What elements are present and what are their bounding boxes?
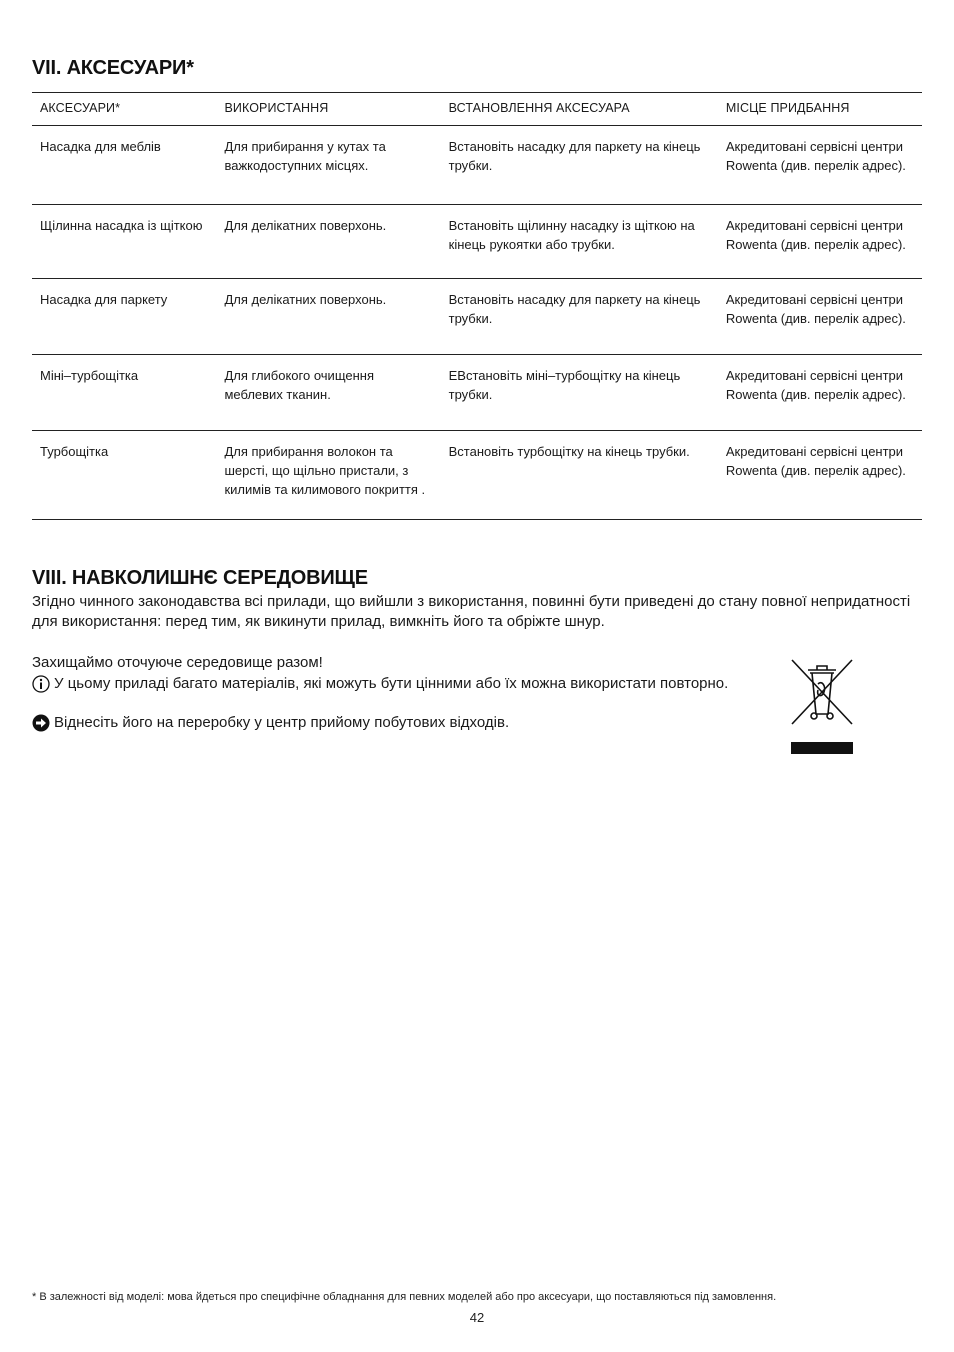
info-icon bbox=[32, 675, 50, 693]
cell-accessory: Міні–турбощітка bbox=[32, 355, 216, 431]
cell-installation: Встановіть насадку для паркету на кінець трубки. bbox=[441, 126, 718, 205]
cell-installation: Встановіть насадку для паркету на кінець трубки. bbox=[441, 279, 718, 355]
header-purchase-place: МІСЦЕ ПРИДБАННЯ bbox=[718, 93, 922, 126]
header-accessory: АКСЕСУАРИ* bbox=[32, 93, 216, 126]
arrow-right-icon bbox=[32, 714, 50, 732]
table-row bbox=[32, 126, 922, 205]
table-row bbox=[32, 279, 922, 355]
cell-usage: Для глибокого очищення меблевих тканин. bbox=[216, 355, 440, 431]
cell-purchase-place: Акредитовані сервісні центри Rowenta (див. перелік адрес). bbox=[718, 431, 922, 520]
cell-purchase-place: Акредитовані сервісні центри Rowenta (див. перелік адрес). bbox=[718, 205, 922, 279]
cell-purchase-place: Акредитовані сервісні центри Rowenta (див. перелік адрес). bbox=[718, 355, 922, 431]
arrow-bullet bbox=[32, 713, 762, 732]
arrow-bullet-text: Віднесіть його на переробку у центр прийому побутових відходів. bbox=[54, 714, 510, 731]
section-title-environment: VIII. НАВКОЛИШНЄ СЕРЕДОВИЩЕ bbox=[32, 567, 368, 589]
cell-accessory: Насадка для меблів bbox=[32, 126, 216, 205]
cell-accessory: Щілинна насадка із щіткою bbox=[32, 205, 216, 279]
info-bullet bbox=[32, 674, 762, 693]
crossed-bin-icon bbox=[790, 656, 854, 756]
table-row bbox=[32, 355, 922, 431]
info-bullet-text: У цьому приладі багато матеріалів, які можуть бути цінними або їх можна використати повторно. bbox=[54, 675, 729, 692]
table-row bbox=[32, 205, 922, 279]
header-installation: ВСТАНОВЛЕННЯ АКСЕСУАРА bbox=[441, 93, 718, 126]
footnote: * В залежності від моделі: мова йдеться про специфічне обладнання для певних моделей або про аксесуари, що поставляються під замовлення. bbox=[32, 1291, 777, 1303]
protect-environment-text: Захищаймо оточуюче середовище разом! bbox=[32, 654, 323, 671]
cell-purchase-place: Акредитовані сервісні центри Rowenta (див. перелік адрес). bbox=[718, 126, 922, 205]
cell-accessory: Насадка для паркету bbox=[32, 279, 216, 355]
accessories-table bbox=[32, 92, 922, 520]
cell-purchase-place: Акредитовані сервісні центри Rowenta (див. перелік адрес). bbox=[718, 279, 922, 355]
header-usage: ВИКОРИСТАННЯ bbox=[216, 93, 440, 126]
table-row bbox=[32, 431, 922, 520]
cell-accessory: Турбощітка bbox=[32, 431, 216, 520]
cell-usage: Для прибирання у кутах та важкодоступних місцях. bbox=[216, 126, 440, 205]
cell-usage: Для делікатних поверхонь. bbox=[216, 279, 440, 355]
cell-usage: Для прибирання волокон та шерсті, що щільно пристали, з килимів та килимового покриття . bbox=[216, 431, 440, 520]
cell-installation: ЕВстановіть міні–турбощітку на кінець трубки. bbox=[441, 355, 718, 431]
cell-installation: Встановіть турбощітку на кінець трубки. bbox=[441, 431, 718, 520]
section-title-accessories: VII. АКСЕСУАРИ* bbox=[32, 57, 194, 79]
cell-installation: Встановіть щілинну насадку із щіткою на кінець рукоятки або трубки. bbox=[441, 205, 718, 279]
table-header-row bbox=[32, 93, 922, 126]
cell-usage: Для делікатних поверхонь. bbox=[216, 205, 440, 279]
page-number: 42 bbox=[469, 1310, 485, 1325]
disposal-paragraph: Згідно чинного законодавства всі прилади, що вийшли з використання, повинні бути приведені до стану повної непридатності для використання: перед тим, як викинути прилад, вимкніть його та обріжте шнур. bbox=[32, 593, 911, 630]
